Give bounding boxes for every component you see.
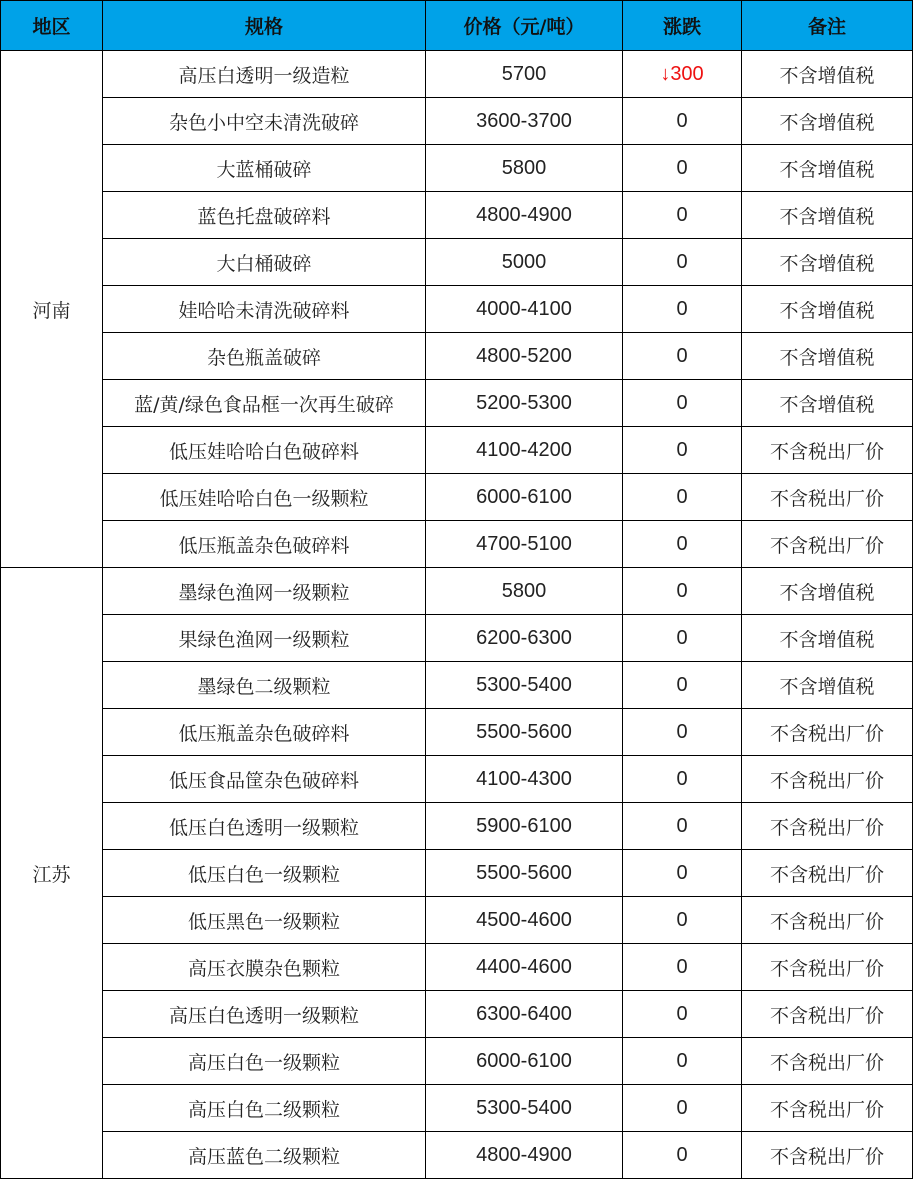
note-cell: 不含税出厂价	[742, 756, 913, 803]
change-cell: 0	[623, 1132, 742, 1179]
header-note: 备注	[742, 1, 913, 51]
price-cell: 4500-4600	[426, 897, 623, 944]
table-row	[1, 662, 913, 709]
price-cell: 4800-4900	[426, 192, 623, 239]
note-cell: 不含增值税	[742, 192, 913, 239]
table-row	[1, 850, 913, 897]
table-row	[1, 756, 913, 803]
header-spec: 规格	[103, 1, 426, 51]
spec-cell: 蓝色托盘破碎料	[103, 192, 426, 239]
table-header	[1, 1, 913, 51]
table-body	[1, 51, 913, 1179]
note-cell: 不含增值税	[742, 568, 913, 615]
price-cell: 4100-4200	[426, 427, 623, 474]
note-cell: 不含税出厂价	[742, 427, 913, 474]
change-cell: 0	[623, 897, 742, 944]
price-cell: 6000-6100	[426, 1038, 623, 1085]
spec-cell: 低压白色一级颗粒	[103, 850, 426, 897]
spec-cell: 大蓝桶破碎	[103, 145, 426, 192]
price-cell: 4800-5200	[426, 333, 623, 380]
spec-cell: 高压白透明一级造粒	[103, 51, 426, 98]
note-cell: 不含税出厂价	[742, 1038, 913, 1085]
price-cell: 5800	[426, 145, 623, 192]
table-row	[1, 98, 913, 145]
spec-cell: 娃哈哈未清洗破碎料	[103, 286, 426, 333]
change-cell: 0	[623, 192, 742, 239]
note-cell: 不含税出厂价	[742, 991, 913, 1038]
header-row	[1, 1, 913, 51]
note-cell: 不含税出厂价	[742, 709, 913, 756]
table-row	[1, 145, 913, 192]
change-cell: 0	[623, 474, 742, 521]
note-cell: 不含税出厂价	[742, 803, 913, 850]
price-cell: 4700-5100	[426, 521, 623, 568]
change-cell: 0	[623, 803, 742, 850]
table-row	[1, 568, 913, 615]
table-row	[1, 380, 913, 427]
table-row	[1, 991, 913, 1038]
header-price: 价格（元/吨）	[426, 1, 623, 51]
change-cell: 0	[623, 1085, 742, 1132]
spec-cell: 墨绿色渔网一级颗粒	[103, 568, 426, 615]
note-cell: 不含增值税	[742, 51, 913, 98]
price-cell: 5500-5600	[426, 709, 623, 756]
price-cell: 4000-4100	[426, 286, 623, 333]
change-cell: 0	[623, 380, 742, 427]
spec-cell: 高压衣膜杂色颗粒	[103, 944, 426, 991]
table-row	[1, 615, 913, 662]
change-cell: 0	[623, 333, 742, 380]
price-cell: 6300-6400	[426, 991, 623, 1038]
note-cell: 不含增值税	[742, 333, 913, 380]
note-cell: 不含税出厂价	[742, 1132, 913, 1179]
change-cell: 0	[623, 521, 742, 568]
spec-cell: 低压娃哈哈白色破碎料	[103, 427, 426, 474]
table-row	[1, 521, 913, 568]
price-cell: 4400-4600	[426, 944, 623, 991]
note-cell: 不含税出厂价	[742, 850, 913, 897]
table-row	[1, 427, 913, 474]
price-cell: 6000-6100	[426, 474, 623, 521]
region-cell: 江苏	[1, 568, 103, 1179]
note-cell: 不含增值税	[742, 615, 913, 662]
price-cell: 5700	[426, 51, 623, 98]
note-cell: 不含增值税	[742, 239, 913, 286]
table-row	[1, 51, 913, 98]
spec-cell: 杂色小中空未清洗破碎	[103, 98, 426, 145]
change-cell: 0	[623, 850, 742, 897]
change-cell: 0	[623, 239, 742, 286]
price-cell: 5500-5600	[426, 850, 623, 897]
price-cell: 6200-6300	[426, 615, 623, 662]
table-row	[1, 1132, 913, 1179]
note-cell: 不含增值税	[742, 380, 913, 427]
table-row	[1, 803, 913, 850]
spec-cell: 高压蓝色二级颗粒	[103, 1132, 426, 1179]
table-row	[1, 1038, 913, 1085]
region-cell: 河南	[1, 51, 103, 568]
price-cell: 5300-5400	[426, 1085, 623, 1132]
spec-cell: 低压瓶盖杂色破碎料	[103, 521, 426, 568]
table-row	[1, 1085, 913, 1132]
price-cell: 4800-4900	[426, 1132, 623, 1179]
price-cell: 3600-3700	[426, 98, 623, 145]
change-cell: 0	[623, 615, 742, 662]
spec-cell: 果绿色渔网一级颗粒	[103, 615, 426, 662]
change-cell: 0	[623, 991, 742, 1038]
price-cell: 4100-4300	[426, 756, 623, 803]
spec-cell: 低压食品筐杂色破碎料	[103, 756, 426, 803]
spec-cell: 蓝/黄/绿色食品框一次再生破碎	[103, 380, 426, 427]
spec-cell: 高压白色透明一级颗粒	[103, 991, 426, 1038]
price-cell: 5900-6100	[426, 803, 623, 850]
table-row	[1, 192, 913, 239]
table-row	[1, 239, 913, 286]
change-cell: 0	[623, 98, 742, 145]
change-cell: 0	[623, 756, 742, 803]
note-cell: 不含增值税	[742, 286, 913, 333]
change-cell: 0	[623, 944, 742, 991]
spec-cell: 低压娃哈哈白色一级颗粒	[103, 474, 426, 521]
header-change: 涨跌	[623, 1, 742, 51]
change-cell: 0	[623, 709, 742, 756]
change-cell: 0	[623, 427, 742, 474]
price-cell: 5200-5300	[426, 380, 623, 427]
change-cell: 0	[623, 568, 742, 615]
note-cell: 不含增值税	[742, 98, 913, 145]
change-cell: 0	[623, 1038, 742, 1085]
note-cell: 不含税出厂价	[742, 474, 913, 521]
spec-cell: 高压白色一级颗粒	[103, 1038, 426, 1085]
spec-cell: 高压白色二级颗粒	[103, 1085, 426, 1132]
header-region: 地区	[1, 1, 103, 51]
note-cell: 不含增值税	[742, 145, 913, 192]
note-cell: 不含税出厂价	[742, 897, 913, 944]
table-row	[1, 897, 913, 944]
table-row	[1, 944, 913, 991]
spec-cell: 杂色瓶盖破碎	[103, 333, 426, 380]
price-cell: 5300-5400	[426, 662, 623, 709]
spec-cell: 低压白色透明一级颗粒	[103, 803, 426, 850]
spec-cell: 低压瓶盖杂色破碎料	[103, 709, 426, 756]
spec-cell: 墨绿色二级颗粒	[103, 662, 426, 709]
table-row	[1, 709, 913, 756]
spec-cell: 低压黑色一级颗粒	[103, 897, 426, 944]
note-cell: 不含增值税	[742, 662, 913, 709]
change-cell: 0	[623, 286, 742, 333]
table-row	[1, 286, 913, 333]
table-row	[1, 474, 913, 521]
change-cell: ↓300	[623, 51, 742, 98]
spec-cell: 大白桶破碎	[103, 239, 426, 286]
change-cell: 0	[623, 662, 742, 709]
note-cell: 不含税出厂价	[742, 944, 913, 991]
note-cell: 不含税出厂价	[742, 521, 913, 568]
table-row	[1, 333, 913, 380]
note-cell: 不含税出厂价	[742, 1085, 913, 1132]
price-cell: 5000	[426, 239, 623, 286]
price-cell: 5800	[426, 568, 623, 615]
change-cell: 0	[623, 145, 742, 192]
